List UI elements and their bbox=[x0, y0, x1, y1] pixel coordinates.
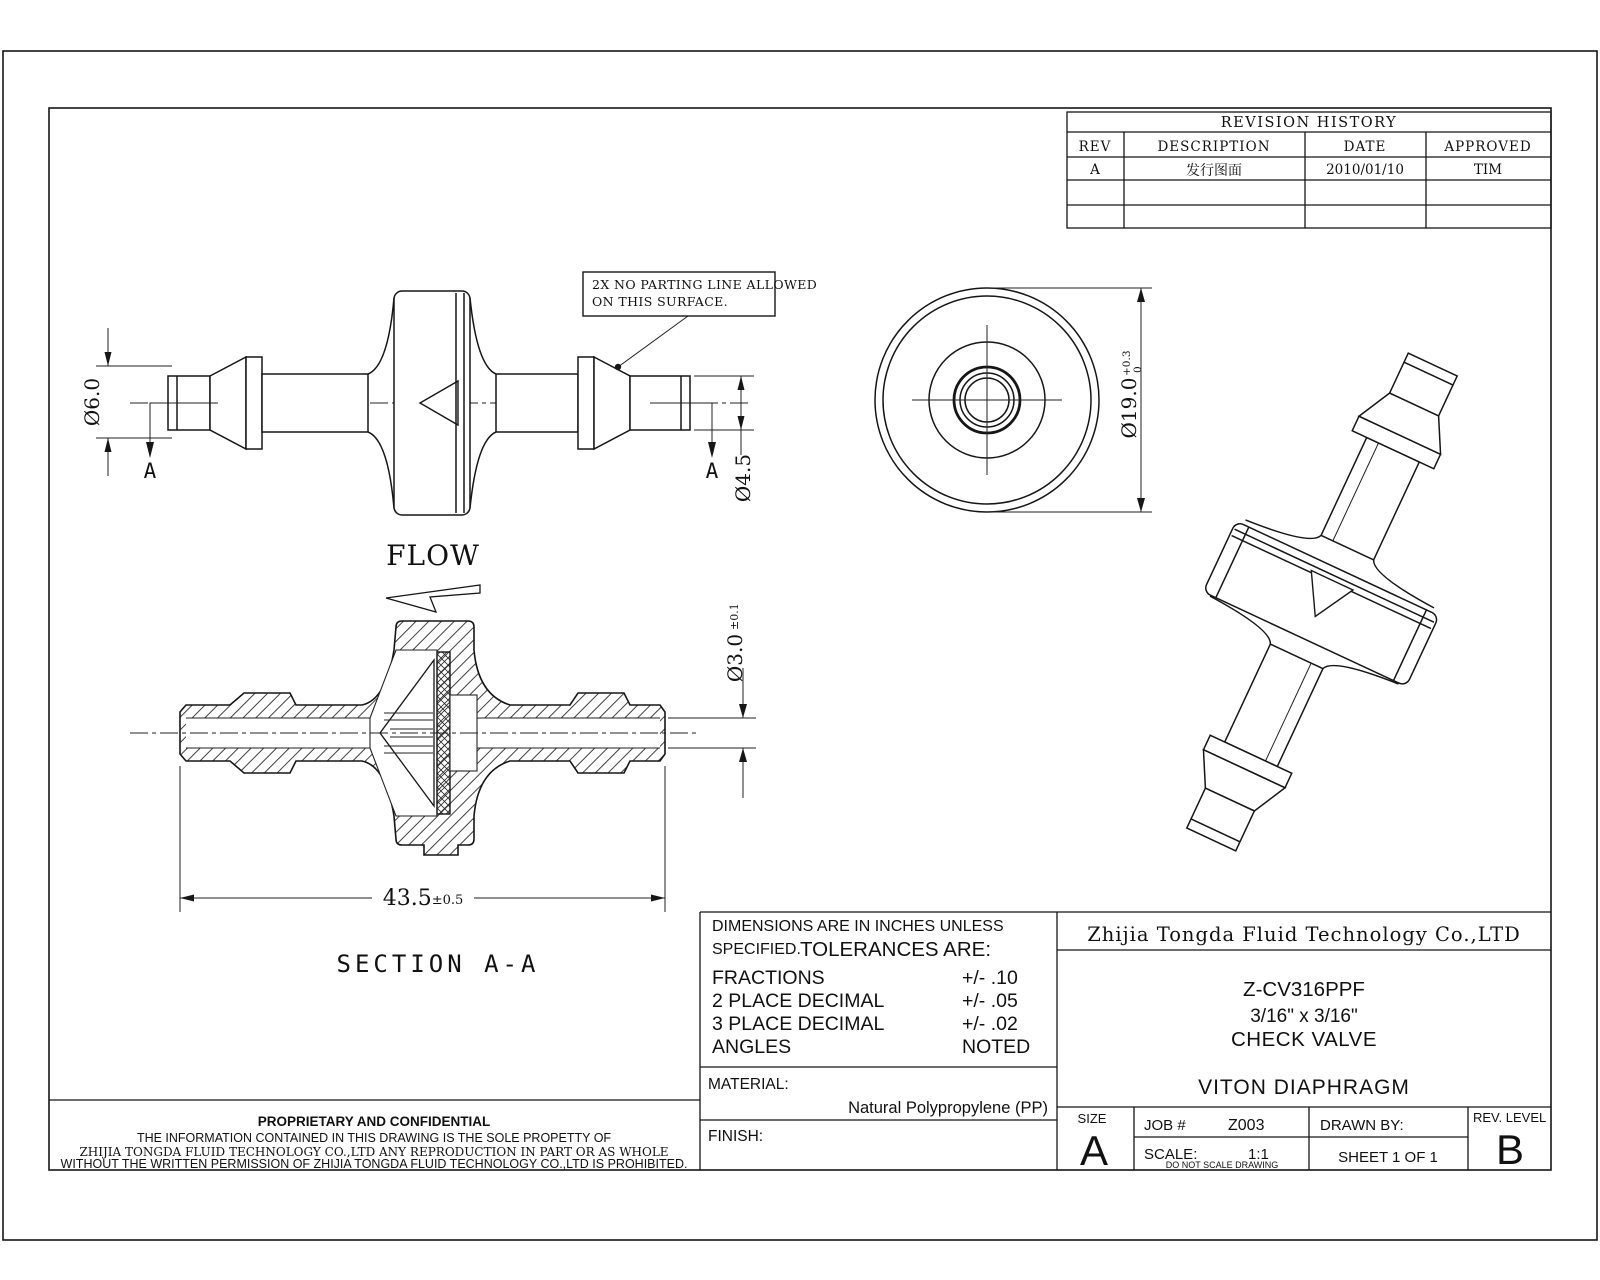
revision-col-rev: REV bbox=[1078, 139, 1112, 155]
size-value: A bbox=[1079, 1127, 1109, 1174]
revision-row bbox=[1089, 162, 1502, 179]
tolerance-line1: DIMENSIONS ARE IN INCHES UNLESS bbox=[712, 918, 1004, 935]
note-leader-dot bbox=[615, 364, 621, 370]
flow-label: FLOW bbox=[386, 539, 480, 572]
revision-table-title: REVISION HISTORY bbox=[1220, 115, 1398, 131]
diaphragm-material: VITON DIAPHRAGM bbox=[1198, 1076, 1410, 1099]
right-barb-cone bbox=[594, 357, 630, 449]
dia3-label: Ø3.0 bbox=[723, 633, 747, 683]
job-label: JOB # bbox=[1144, 1117, 1186, 1134]
left-funnel-top bbox=[368, 298, 394, 374]
rev-level-value: B bbox=[1495, 1126, 1525, 1173]
flow-arrow-icon bbox=[386, 585, 480, 612]
proprietary-line3: WITHOUT THE WRITTEN PERMISSION OF ZHIJIA TONGDA FLUID TECHNOLOGY CO.,LTD IS PROHIBITED. bbox=[60, 1157, 688, 1171]
sheet-label: SHEET 1 OF 1 bbox=[1338, 1149, 1438, 1166]
note-leader-line bbox=[618, 316, 688, 367]
job-value: Z003 bbox=[1228, 1117, 1265, 1134]
right-funnel-bottom bbox=[470, 432, 496, 508]
tol-row3-value: NOTED bbox=[962, 1036, 1031, 1058]
dia6-label: Ø6.0 bbox=[80, 377, 104, 427]
revision-col-description: DESCRIPTION bbox=[1157, 139, 1271, 155]
cut-label-right: A bbox=[705, 459, 719, 483]
flow-annotation bbox=[386, 539, 480, 612]
revision-col-date: DATE bbox=[1343, 139, 1387, 155]
tol-row2-label: 3 PLACE DECIMAL bbox=[712, 1013, 885, 1035]
isometric-view bbox=[1110, 317, 1534, 887]
scale-value: 1:1 bbox=[1248, 1146, 1269, 1163]
tol-row1-value: +/- .05 bbox=[962, 990, 1018, 1012]
note-line1: 2X NO PARTING LINE ALLOWED bbox=[592, 277, 818, 292]
left-funnel-bottom bbox=[368, 432, 394, 508]
proprietary-block bbox=[49, 1100, 700, 1171]
tol-row0-value: +/- .10 bbox=[962, 967, 1018, 989]
part-size: 3/16" x 3/16" bbox=[1250, 1006, 1358, 1027]
part-name: CHECK VALVE bbox=[1230, 1028, 1378, 1051]
cut-arrow-right bbox=[708, 442, 716, 458]
title-block bbox=[1057, 912, 1551, 1174]
drawn-by-label: DRAWN BY: bbox=[1320, 1117, 1404, 1134]
length-tol: ±0.5 bbox=[431, 893, 464, 908]
tolerance-line2-prefix: SPECIFIED. bbox=[712, 941, 801, 958]
length-value: 43.5 bbox=[382, 886, 432, 911]
end-view bbox=[875, 288, 1152, 512]
revision-rev-value: A bbox=[1090, 162, 1100, 178]
dia19-tol-lower: 0 bbox=[1132, 366, 1144, 373]
material-label: MATERIAL: bbox=[708, 1076, 789, 1093]
revision-date-value: 2010/01/10 bbox=[1326, 162, 1404, 178]
right-collar bbox=[578, 357, 594, 449]
revision-approved-value: TIM bbox=[1473, 162, 1503, 178]
tol-row2-value: +/- .02 bbox=[962, 1013, 1018, 1035]
finish-label: FINISH: bbox=[708, 1128, 764, 1145]
dimension-dia3 bbox=[668, 603, 756, 798]
left-collar bbox=[246, 357, 262, 449]
scale-note: DO NOT SCALE DRAWING bbox=[1165, 1160, 1279, 1170]
note-line2: ON THIS SURFACE. bbox=[592, 294, 729, 309]
tol-row3-label: ANGLES bbox=[712, 1036, 792, 1058]
proprietary-line2: ZHIJIA TONGDA FLUID TECHNOLOGY CO.,LTD ANY REPRODUCTION IN PART OR AS WHOLE bbox=[79, 1145, 669, 1159]
material-value: Natural Polypropylene (PP) bbox=[848, 1099, 1048, 1117]
right-funnel-top bbox=[470, 298, 496, 374]
dia45-label: Ø4.5 bbox=[731, 453, 755, 503]
dia19-label: Ø19.0 bbox=[1117, 377, 1141, 439]
dimension-dia45 bbox=[694, 376, 755, 502]
revision-col-approved: APPROVED bbox=[1444, 139, 1532, 155]
revision-description-value: 发行图面 bbox=[1186, 163, 1242, 179]
tolerance-line2-emphasis: TOLERANCES ARE: bbox=[800, 938, 992, 961]
left-shaft bbox=[262, 374, 368, 432]
cut-arrow-left bbox=[146, 442, 154, 458]
tolerance-block bbox=[700, 912, 1057, 1170]
dia6-extension-lines bbox=[96, 366, 172, 438]
section-view bbox=[130, 621, 700, 855]
tol-row1-label: 2 PLACE DECIMAL bbox=[712, 990, 885, 1012]
dimension-dia6 bbox=[80, 328, 172, 476]
note-box bbox=[583, 272, 817, 370]
rev-level-label: REV. LEVEL bbox=[1473, 1110, 1547, 1125]
right-shaft bbox=[496, 374, 578, 432]
center-crosshair bbox=[912, 325, 1062, 475]
scale-label: SCALE: bbox=[1144, 1146, 1198, 1163]
section-label: SECTION A-A bbox=[336, 950, 540, 978]
dia3-tol: ±0.1 bbox=[728, 603, 741, 630]
size-label: SIZE bbox=[1077, 1111, 1107, 1126]
tol-row0-label: FRACTIONS bbox=[712, 967, 825, 989]
proprietary-title: PROPRIETARY AND CONFIDENTIAL bbox=[257, 1114, 491, 1129]
company-name: Zhijia Tongda Fluid Technology Co.,LTD bbox=[1087, 923, 1521, 946]
proprietary-line1: THE INFORMATION CONTAINED IN THIS DRAWING IS THE SOLE PROPETTY OF bbox=[136, 1131, 612, 1145]
part-number: Z-CV316PPF bbox=[1243, 978, 1365, 1001]
cut-label-left: A bbox=[143, 459, 157, 483]
dia19-tol-upper: +0.3 bbox=[1121, 350, 1133, 376]
revision-history-table bbox=[1067, 112, 1551, 228]
